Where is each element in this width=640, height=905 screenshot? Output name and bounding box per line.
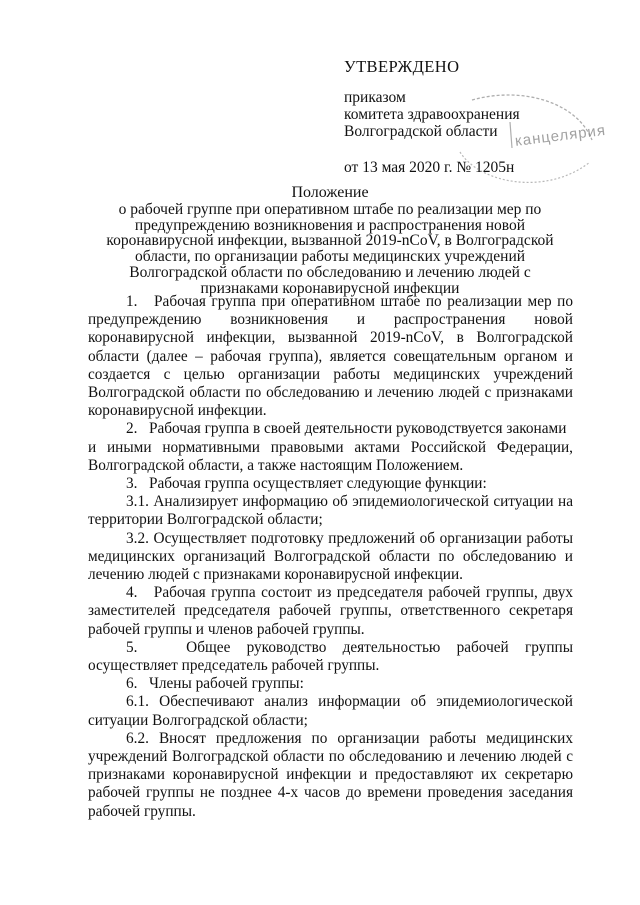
document-subtitle: о рабочей группе при оперативном штабе по реализации мер по предупреждению возникновения и распространения новой коронавирусной инфекции, вызванной 2019-nCoV, в Волгоградской области, по организации работы медицинских учреждений Волгоградской области по обследованию и лечению людей с признаками коронавирусной инфекции bbox=[106, 200, 554, 297]
paragraph-2: 2. Рабочая группа в своей деятельности руководствуется законами bbox=[126, 420, 567, 438]
paragraph-5: 5. Общее руководство деятельностью рабочей группы осуществляет председатель рабочей группы. bbox=[88, 638, 573, 675]
paragraph-4: 4. Рабочая группа состоит из председателя рабочей группы, двух заместителей председателя рабочей группы, ответственного секретаря рабочей группы и членов рабочей группы. bbox=[88, 584, 573, 638]
paragraph-2-continuation: и иными нормативными правовыми актами Российской Федерации, Волгоградской области, а также настоящим Положением. bbox=[88, 438, 573, 474]
document-title: Положение bbox=[291, 184, 369, 201]
paragraph-1: 1. Рабочая группа при оперативном штабе по реализации мер по предупреждению возникновения и распространения новой коронавирусной инфекции, вызванной 2019-nCoV, в Волгоградской области (далее – рабочая группа), является совещательным органом и создается с целью организации работы медицинских учреждений Волгоградской области по обследованию и лечению людей с признаками коронавирусной инфекции. bbox=[88, 293, 573, 420]
document-title-block bbox=[96, 185, 564, 297]
approval-committee-line: комитета здравоохранения bbox=[344, 106, 520, 123]
document-body bbox=[88, 293, 573, 821]
approval-region-line: Волгоградской области bbox=[344, 123, 498, 140]
paragraph-3: 3. Рабочая группа осуществляет следующие функции: bbox=[126, 475, 487, 493]
approval-block bbox=[344, 58, 584, 176]
approval-order-line: приказом bbox=[344, 89, 406, 106]
paragraph-6: 6. Члены рабочей группы: bbox=[126, 675, 304, 693]
approval-heading: УТВЕРЖДЕНО bbox=[344, 57, 460, 76]
paragraph-6-1: 6.1. Обеспечивают анализ информации об эпидемиологической ситуации Волгоградской области; bbox=[88, 693, 573, 729]
paragraph-6-2: 6.2. Вносят предложения по организации работы медицинских учреждений Волгоградской области по обследованию и лечению людей с признаками коронавирусной инфекции и предоставляют их секретарю рабочей группы не позднее 4-х часов до времени проведения заседания рабочей группы. bbox=[88, 729, 573, 820]
stamp-text: канцелярия bbox=[514, 121, 607, 150]
paragraph-3-1: 3.1. Анализирует информацию об эпидемиологической ситуации на территории Волгоградской области; bbox=[88, 493, 573, 529]
approval-date-line: от 13 мая 2020 г. № 1205н bbox=[344, 159, 515, 176]
paragraph-3-2: 3.2. Осуществляет подготовку предложений об организации работы медицинских организаций Волгоградской области по обследованию и лечению людей с признаками коронавирусной инфекции. bbox=[88, 529, 573, 584]
